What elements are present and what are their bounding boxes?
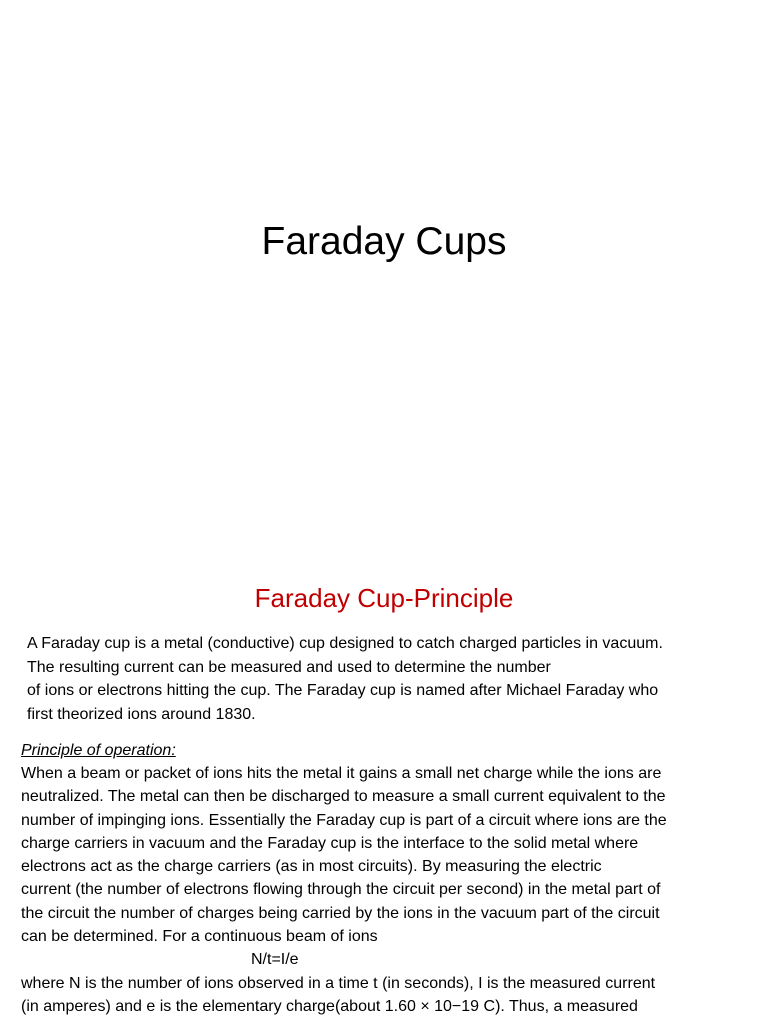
body-line: (in amperes) and e is the elementary charge(about 1.60 × 10−19 C). Thus, a measured bbox=[21, 997, 638, 1015]
intro-line: first theorized ions around 1830. bbox=[27, 705, 256, 723]
body-line: neutralized. The metal can then be discharged to measure a small current equivalent to the bbox=[21, 788, 666, 806]
principle-subheading: Principle of operation: bbox=[21, 742, 176, 759]
body-line: current (the number of electrons flowing through the circuit per second) in the metal part of bbox=[21, 881, 661, 899]
intro-line: The resulting current can be measured and used to determine the number bbox=[27, 658, 551, 676]
body-line: number of impinging ions. Essentially the Faraday cup is part of a circuit where ions are the bbox=[21, 811, 667, 829]
intro-paragraph bbox=[27, 632, 762, 726]
section-heading: Faraday Cup-Principle bbox=[254, 583, 514, 613]
body-line: where N is the number of ions observed in a time t (in seconds), I is the measured current bbox=[21, 974, 656, 992]
body-line: When a beam or packet of ions hits the metal it gains a small net charge while the ions are bbox=[21, 765, 662, 782]
body-line: electrons act as the charge carriers (as in most circuits). By measuring the electric bbox=[21, 858, 602, 876]
slide-title: Faraday Cups bbox=[261, 220, 507, 263]
equation: N/t=I/e bbox=[251, 951, 299, 969]
intro-line: A Faraday cup is a metal (conductive) cup designed to catch charged particles in vacuum. bbox=[27, 635, 663, 652]
principle-body bbox=[21, 762, 766, 1018]
body-line: can be determined. For a continuous beam of ions bbox=[21, 928, 378, 946]
body-line: the circuit the number of charges being carried by the ions in the vacuum part of the circuit bbox=[21, 904, 660, 922]
intro-line: of ions or electrons hitting the cup. The Faraday cup is named after Michael Faraday who bbox=[27, 682, 659, 699]
body-line: charge carriers in vacuum and the Faraday cup is the interface to the solid metal where bbox=[21, 834, 639, 852]
